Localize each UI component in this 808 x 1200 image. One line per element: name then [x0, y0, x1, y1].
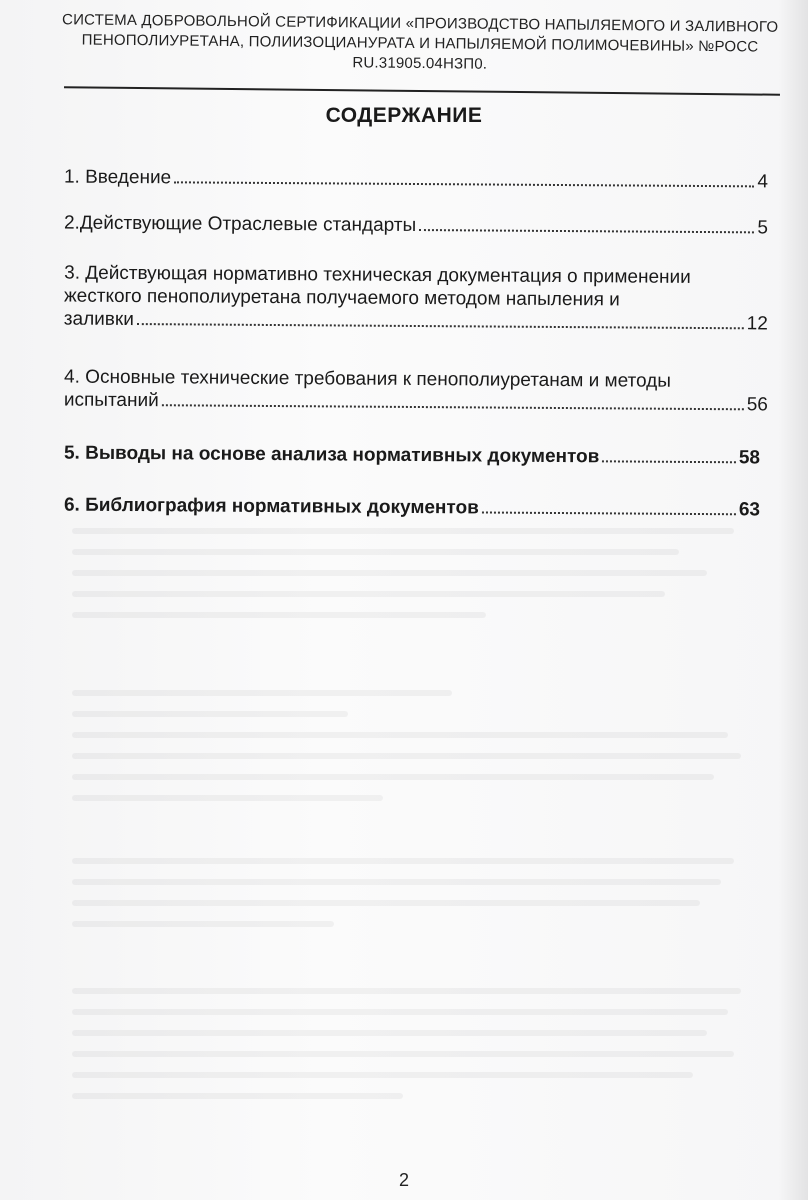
page-edge-shadow — [778, 0, 808, 1200]
toc-entry-regulatory-documentation — [64, 262, 768, 336]
toc-entry-conclusions — [64, 442, 760, 470]
toc-entry-title: 1. Введение — [63, 166, 172, 189]
toc-page-number: 63 — [738, 499, 761, 521]
toc-page-number: 58 — [738, 447, 761, 469]
leader-dots — [162, 404, 744, 410]
bleed-through-block-1 — [72, 528, 762, 633]
header-divider — [64, 86, 780, 95]
bleed-through-block-4 — [72, 988, 762, 1114]
leader-dots — [419, 229, 754, 233]
toc-page-number: 5 — [757, 217, 769, 239]
toc-entry-title: испытаний — [63, 389, 159, 412]
document-header — [60, 10, 781, 78]
toc-entry-line: жесткого пенополиуретана получаемого методом напыления и — [63, 285, 620, 311]
toc-entry-title: заливки — [63, 308, 134, 331]
toc-page-number: 56 — [746, 394, 768, 416]
leader-dots — [482, 511, 736, 515]
page-title: СОДЕРЖАНИЕ — [325, 104, 483, 127]
leader-dots — [137, 323, 744, 329]
toc-page-number: 4 — [757, 171, 769, 193]
header-line-2: ПЕНОПОЛИУРЕТАНА, ПОЛИИЗОЦИАНУРАТА И НАПЫЛЯЕМОЙ ПОЛИМОЧЕВИНЫ» №РОСС — [81, 31, 759, 56]
toc-page-number: 12 — [746, 313, 768, 335]
page-number: 2 — [398, 1170, 409, 1190]
toc-entry-line: 4. Основные технические требования к пенополиуретанам и методы — [64, 366, 672, 392]
toc-entry-bibliography — [64, 494, 760, 522]
toc-entry-industry-standards — [64, 212, 768, 240]
leader-dots — [602, 460, 735, 463]
bleed-through-block-2 — [72, 690, 762, 816]
toc-entry-title: 2.Действующие Отраслевые стандарты — [63, 212, 417, 237]
toc-entry-introduction — [64, 166, 768, 194]
bleed-through-block-3 — [72, 858, 762, 942]
toc-entry-title: 6. Библиография нормативных документов — [63, 494, 479, 519]
toc-entry-line: 3. Действующая нормативно техническая документация о применении — [64, 262, 691, 288]
leader-dots — [174, 181, 754, 187]
header-line-1: СИСТЕМА ДОБРОВОЛЬНОЙ СЕРТИФИКАЦИИ «ПРОИЗВОДСТВО НАПЫЛЯЕМОГО И ЗАЛИВНОГО — [62, 11, 779, 36]
header-line-3: RU.31905.04НЗП0. — [352, 54, 488, 73]
toc-entry-title: 5. Выводы на основе анализа нормативных документов — [63, 442, 600, 468]
toc-entry-technical-requirements — [64, 366, 768, 417]
